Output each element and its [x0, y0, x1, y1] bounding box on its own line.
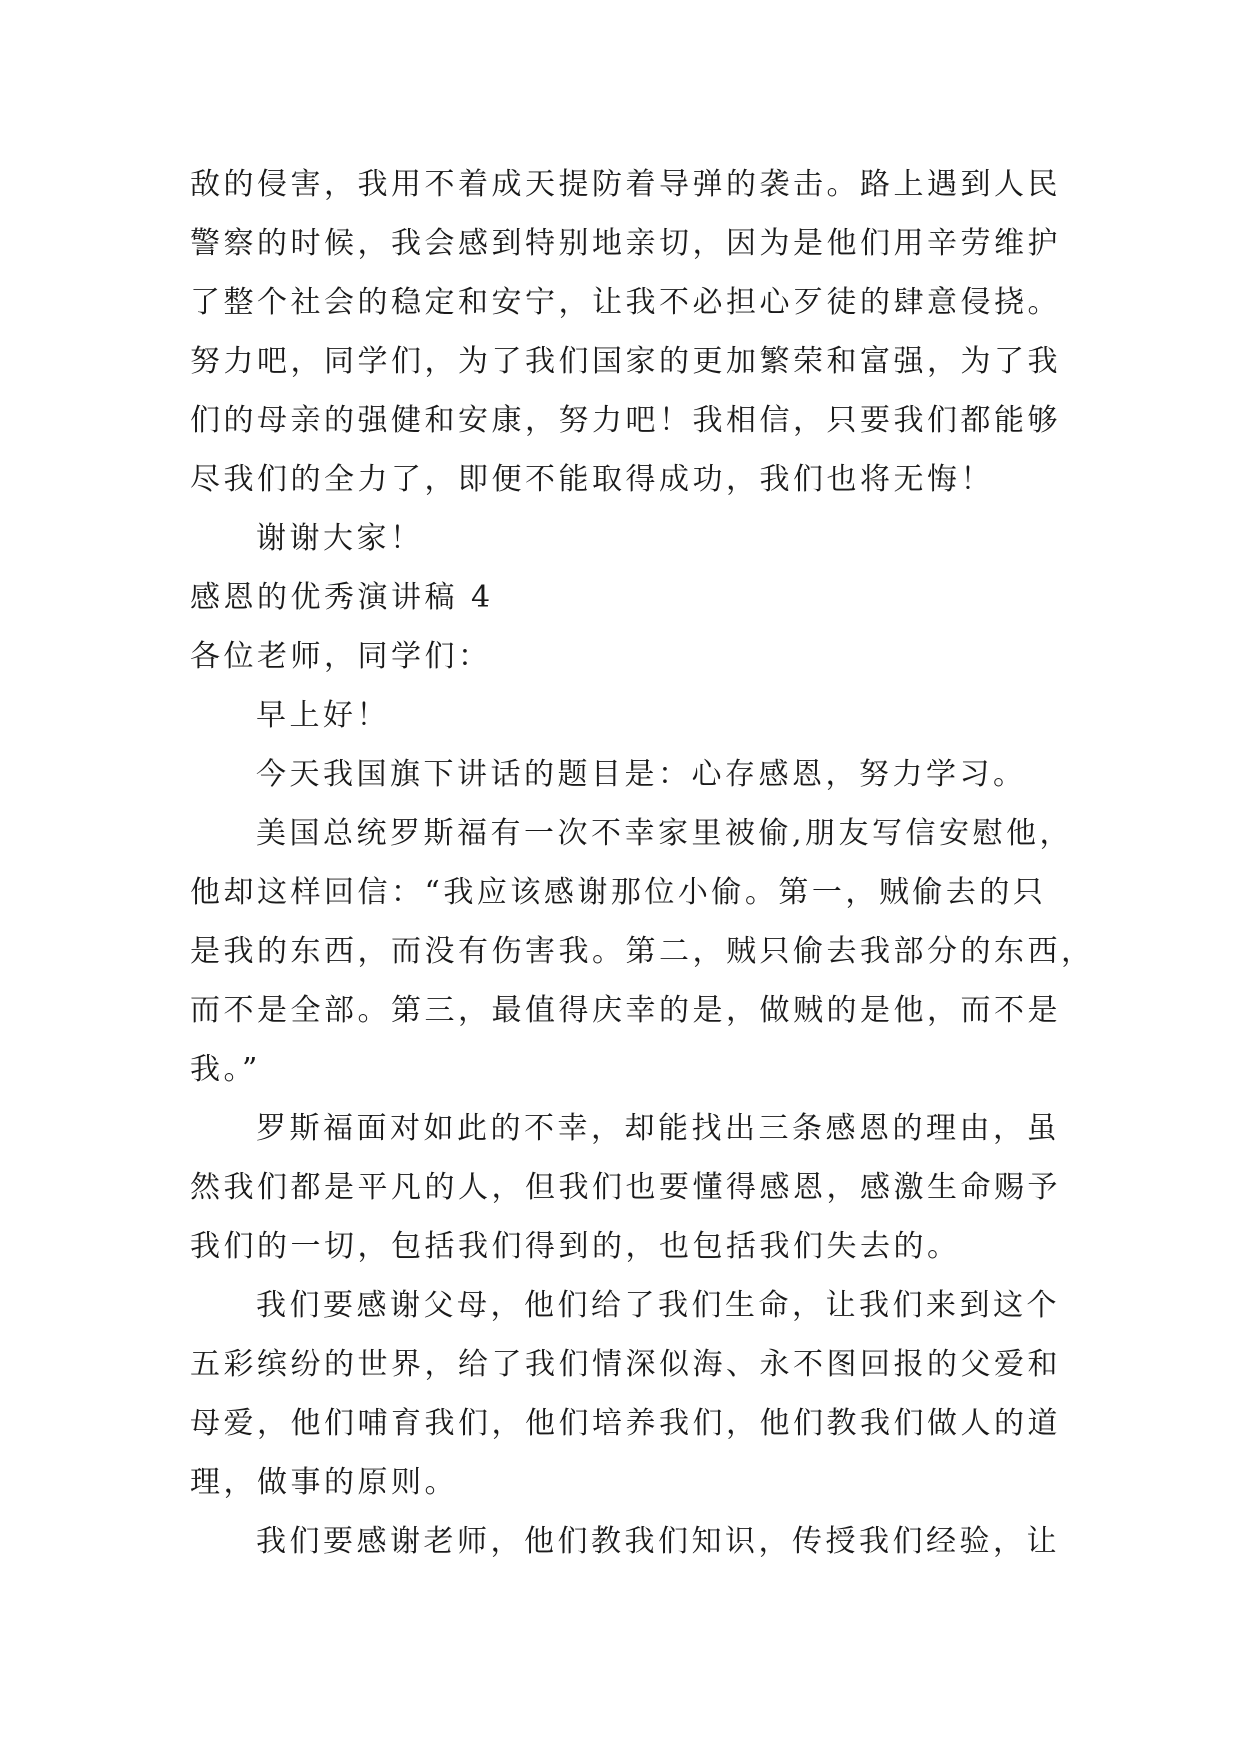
text-line: 五彩缤纷的世界，给了我们情深似海、永不图回报的父爱和	[190, 1347, 1061, 1382]
text-line: 努力吧，同学们，为了我们国家的更加繁荣和富强，为了我	[190, 344, 1061, 379]
text-line: 母爱，他们哺育我们，他们培养我们，他们教我们做人的道	[190, 1406, 1061, 1441]
text-line: 他却这样回信：“我应该感谢那位小偷。第一，贼偷去的只	[190, 875, 1047, 910]
text-line: 们的母亲的强健和安康，努力吧！我相信，只要我们都能够	[190, 403, 1061, 438]
text-line: 尽我们的全力了，即便不能取得成功，我们也将无悔！	[190, 462, 994, 497]
text-line: 美国总统罗斯福有一次不幸家里被偷,朋友写信安慰他，	[256, 816, 1074, 851]
text-line: 我们要感谢老师，他们教我们知识，传授我们经验，让	[256, 1524, 1060, 1559]
text-line: 理，做事的原则。	[190, 1465, 458, 1500]
document-body	[190, 155, 1095, 1571]
text-line: 敌的侵害，我用不着成天提防着导弹的袭击。路上遇到人民	[190, 167, 1061, 202]
text-line: 而不是全部。第三，最值得庆幸的是，做贼的是他，而不是	[190, 993, 1061, 1028]
text-line: 了整个社会的稳定和安宁，让我不必担心歹徒的肆意侵挠。	[190, 285, 1061, 320]
salutation: 各位老师，同学们：	[190, 639, 492, 674]
text-line: 我们要感谢父母，他们给了我们生命，让我们来到这个	[256, 1288, 1060, 1323]
text-line: 我们的一切，包括我们得到的，也包括我们失去的。	[190, 1229, 961, 1264]
text-line: 罗斯福面对如此的不幸，却能找出三条感恩的理由，虽	[256, 1111, 1060, 1146]
text-line: 我。”	[190, 1052, 261, 1087]
greeting-line: 早上好！	[256, 698, 390, 733]
text-line: 然我们都是平凡的人，但我们也要懂得感恩，感激生命赐予	[190, 1170, 1061, 1205]
section-heading: 感恩的优秀演讲稿 4	[190, 580, 494, 615]
text-line: 今天我国旗下讲话的题目是：心存感恩，努力学习。	[256, 757, 1027, 792]
closing-line: 谢谢大家！	[256, 521, 424, 556]
text-line: 警察的时候，我会感到特别地亲切，因为是他们用辛劳维护	[190, 226, 1061, 261]
text-line: 是我的东西，而没有伤害我。第二，贼只偷去我部分的东西，	[190, 934, 1095, 969]
